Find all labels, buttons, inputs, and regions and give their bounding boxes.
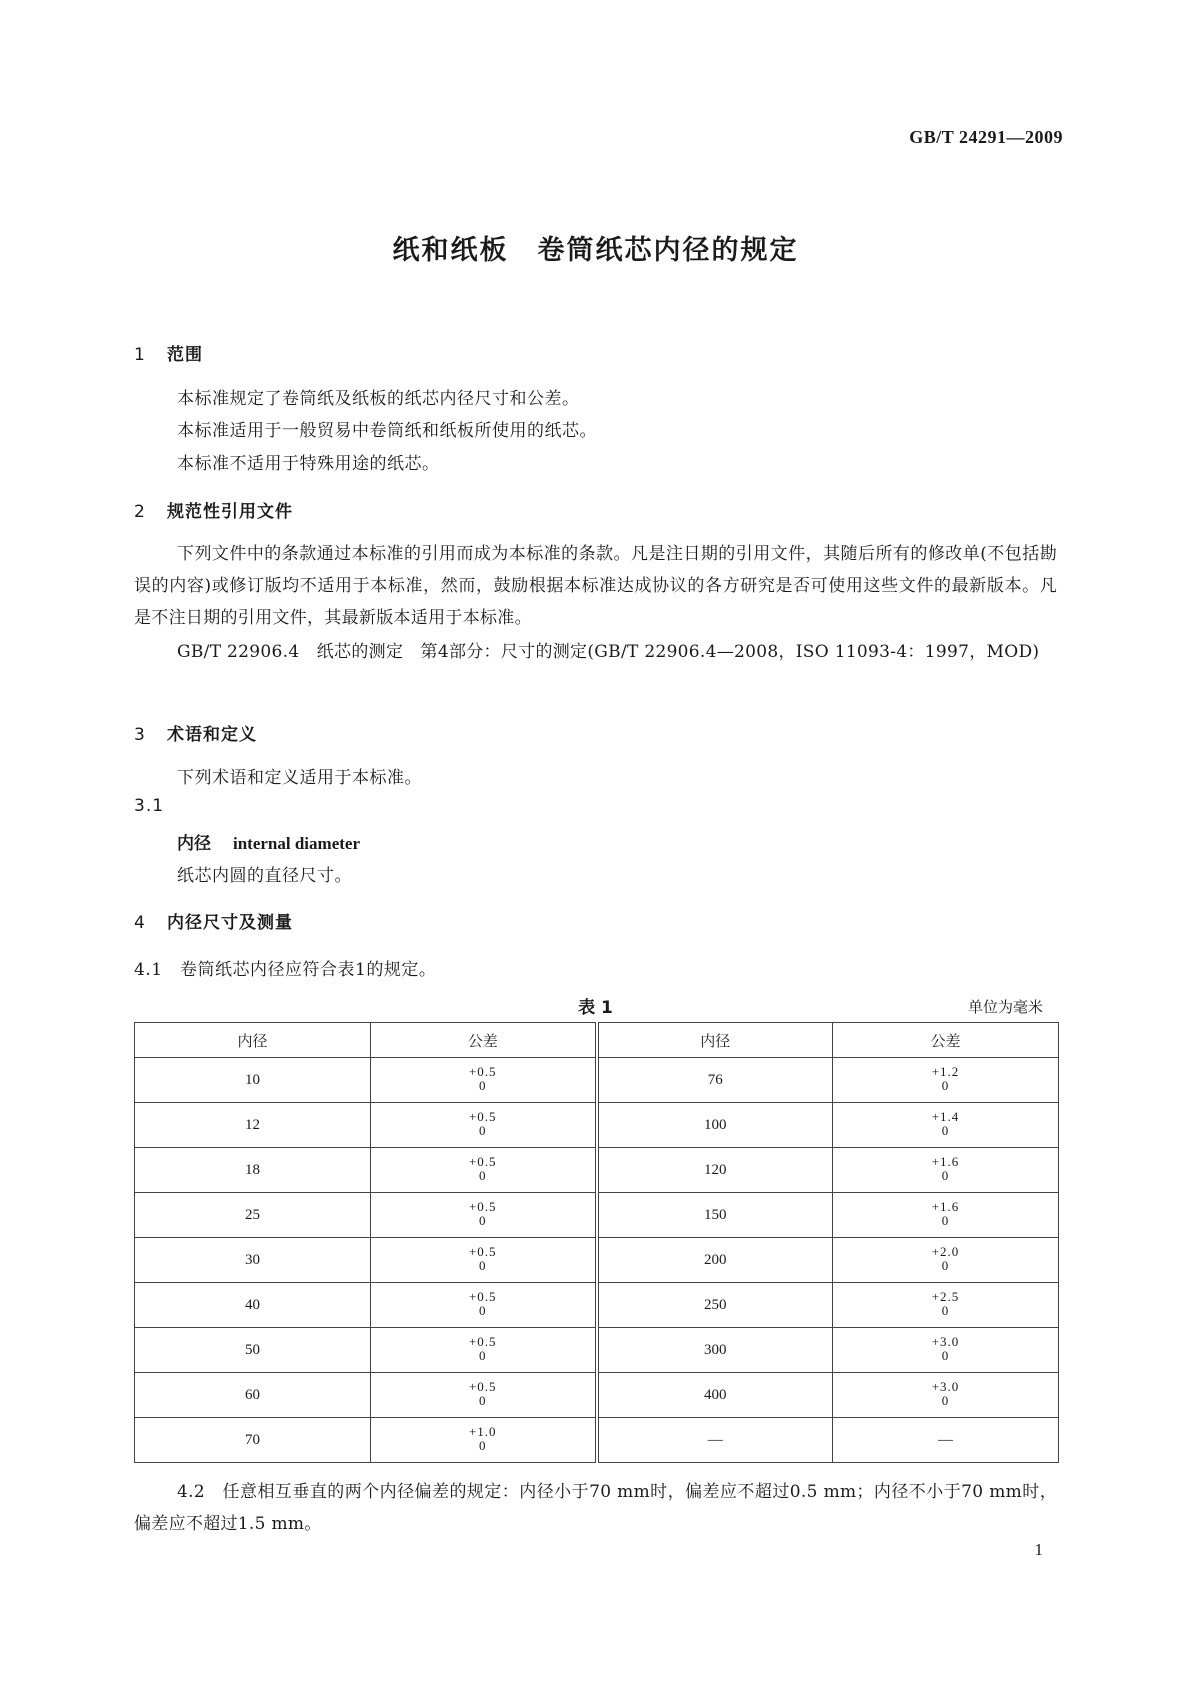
term-chinese: 内径 [177,834,211,854]
section-4-heading [134,908,293,933]
tolerance-lower: 0 [941,1303,950,1318]
tolerance-cell [371,1238,597,1283]
section-1-line-3: 本标准不适用于特殊用途的纸芯。 [177,454,440,474]
section-2-title: 规范性引用文件 [167,502,293,522]
tolerance-upper: +0.5 [468,1154,497,1169]
clause-4-1: 4.1 卷筒纸芯内径应符合表1的规定。 [134,960,437,980]
section-3-title: 术语和定义 [167,725,257,745]
diameter-cell: 60 [135,1373,371,1418]
table-row [135,1373,1059,1418]
tolerance-cell [371,1058,597,1103]
tolerance-upper: +0.5 [468,1379,497,1394]
table-row [135,1193,1059,1238]
tolerance-lower: 0 [941,1168,950,1183]
tolerance-lower: 0 [479,1213,487,1228]
section-2-number: 2 [134,502,146,522]
tolerance-upper: +3.0 [931,1379,960,1394]
clause-4-2: 4.2 任意相互垂直的两个内径偏差的规定：内径小于70 mm时，偏差应不超过0.5 mm；内径不小于70 mm时，偏差应不超过1.5 mm。 [134,1482,1057,1534]
table-row [135,1148,1059,1193]
tolerance-value [469,1155,497,1183]
header-tolerance-2: 公差 [833,1023,1059,1058]
tolerance-upper: +0.5 [468,1289,497,1304]
tolerance-value [469,1335,497,1363]
section-2-paragraph: 下列文件中的条款通过本标准的引用而成为本标准的条款。凡是注日期的引用文件，其随后所有的修改单(不包括勘误的内容)或修订版均不适用于本标准，然而，鼓励根据本标准达成协议的各方研究是否可使用这些文件的最新版本。凡是不注日期的引用文件，其最新版本适用于本标准。 [134,544,1057,628]
table-header-row [135,1023,1059,1058]
tolerance-lower: 0 [941,1258,950,1273]
tolerance-value [469,1110,497,1138]
diameter-cell: 300 [597,1328,833,1373]
tolerance-cell [371,1148,597,1193]
term-definition: 纸芯内圆的直径尺寸。 [177,866,352,886]
diameter-cell: 70 [135,1418,371,1463]
tolerance-cell [833,1148,1059,1193]
tolerance-cell [371,1283,597,1328]
diameter-cell: 400 [597,1373,833,1418]
tolerance-cell [371,1373,597,1418]
section-4-title: 内径尺寸及测量 [167,913,293,933]
table-unit: 单位为毫米 [967,998,1043,1016]
tolerance-cell [833,1193,1059,1238]
section-4-number: 4 [134,913,146,933]
section-1-number: 1 [134,345,146,365]
diameter-cell: 50 [135,1328,371,1373]
tolerance-value [932,1335,960,1363]
tolerance-upper: +1.4 [931,1109,960,1124]
diameter-cell: 18 [135,1148,371,1193]
term-entry [177,829,360,854]
table-row [135,1238,1059,1283]
tolerance-value [932,1200,960,1228]
section-3-number: 3 [134,725,146,745]
diameter-cell: 30 [135,1238,371,1283]
tolerance-cell [371,1418,597,1463]
diameter-cell: 76 [597,1058,833,1103]
tolerance-upper: +0.5 [468,1109,497,1124]
diameter-cell: 12 [135,1103,371,1148]
tolerance-value [932,1110,960,1138]
section-1-line-2: 本标准适用于一般贸易中卷筒纸和纸板所使用的纸芯。 [177,421,597,441]
diameter-cell: 150 [597,1193,833,1238]
tolerance-lower: 0 [479,1303,487,1318]
tolerance-cell [371,1328,597,1373]
section-1-line-1: 本标准规定了卷筒纸及纸板的纸芯内径尺寸和公差。 [177,389,580,409]
table-row [135,1283,1059,1328]
term-english: internal diameter [233,834,360,853]
tolerance-value [932,1155,960,1183]
diameter-cell: 120 [597,1148,833,1193]
diameter-cell: 200 [597,1238,833,1283]
standard-number: GB/T 24291—2009 [909,127,1063,147]
table-row [135,1058,1059,1103]
page-number: 1 [1034,1540,1043,1559]
tolerance-cell [833,1058,1059,1103]
table-row [135,1103,1059,1148]
tolerance-table [134,1022,1059,1463]
tolerance-lower: 0 [479,1123,487,1138]
diameter-cell: 100 [597,1103,833,1148]
tolerance-upper: +1.0 [468,1424,497,1439]
section-1-heading [134,340,203,365]
diameter-cell: 40 [135,1283,371,1328]
tolerance-value [932,1245,960,1273]
table-row [135,1418,1059,1463]
tolerance-upper: +3.0 [931,1334,960,1349]
tolerance-lower: 0 [479,1258,487,1273]
tolerance-lower: 0 [479,1438,487,1453]
tolerance-value [469,1425,497,1453]
tolerance-cell [371,1193,597,1238]
table-caption: 表 1 [578,998,613,1018]
tolerance-upper: +0.5 [468,1244,497,1259]
section-1-title: 范围 [167,345,203,365]
tolerance-lower: 0 [941,1393,950,1408]
tolerance-cell: — [833,1418,1059,1463]
tolerance-upper: +0.5 [468,1199,497,1214]
tolerance-lower: 0 [941,1348,950,1363]
diameter-cell: 10 [135,1058,371,1103]
tolerance-value [469,1065,497,1093]
diameter-cell: — [597,1418,833,1463]
subsection-3-1-number: 3.1 [134,796,165,816]
tolerance-lower: 0 [479,1078,487,1093]
section-2-reference: GB/T 22906.4 纸芯的测定 第4部分：尺寸的测定(GB/T 22906.4—2008，ISO 11093-4：1997，MOD) [177,642,1040,662]
tolerance-cell [833,1373,1059,1418]
tolerance-upper: +2.0 [931,1244,960,1259]
section-2-heading [134,497,293,522]
tolerance-lower: 0 [941,1078,950,1093]
tolerance-lower: 0 [479,1168,487,1183]
tolerance-upper: +0.5 [468,1334,497,1349]
tolerance-cell [833,1283,1059,1328]
header-diameter-2: 内径 [597,1023,833,1058]
tolerance-value [469,1245,497,1273]
diameter-cell: 250 [597,1283,833,1328]
tolerance-lower: 0 [479,1348,487,1363]
tolerance-cell [371,1103,597,1148]
tolerance-upper: +1.6 [931,1199,960,1214]
tolerance-lower: 0 [479,1393,487,1408]
tolerance-cell [833,1328,1059,1373]
section-3-heading [134,720,257,745]
tolerance-cell [833,1238,1059,1283]
tolerance-value [469,1290,497,1318]
tolerance-upper: +1.6 [931,1154,960,1169]
tolerance-lower: 0 [941,1213,950,1228]
tolerance-value [469,1200,497,1228]
document-title: 纸和纸板 卷筒纸芯内径的规定 [392,235,799,266]
tolerance-value [932,1290,960,1318]
header-tolerance-1: 公差 [371,1023,597,1058]
header-diameter-1: 内径 [135,1023,371,1058]
tolerance-lower: 0 [941,1123,950,1138]
table-row [135,1328,1059,1373]
tolerance-upper: +2.5 [931,1289,960,1304]
diameter-cell: 25 [135,1193,371,1238]
tolerance-value [932,1380,960,1408]
tolerance-value [932,1065,960,1093]
tolerance-cell [833,1103,1059,1148]
tolerance-upper: +0.5 [468,1064,497,1079]
section-3-intro: 下列术语和定义适用于本标准。 [177,768,422,788]
tolerance-value [469,1380,497,1408]
tolerance-upper: +1.2 [931,1064,960,1079]
